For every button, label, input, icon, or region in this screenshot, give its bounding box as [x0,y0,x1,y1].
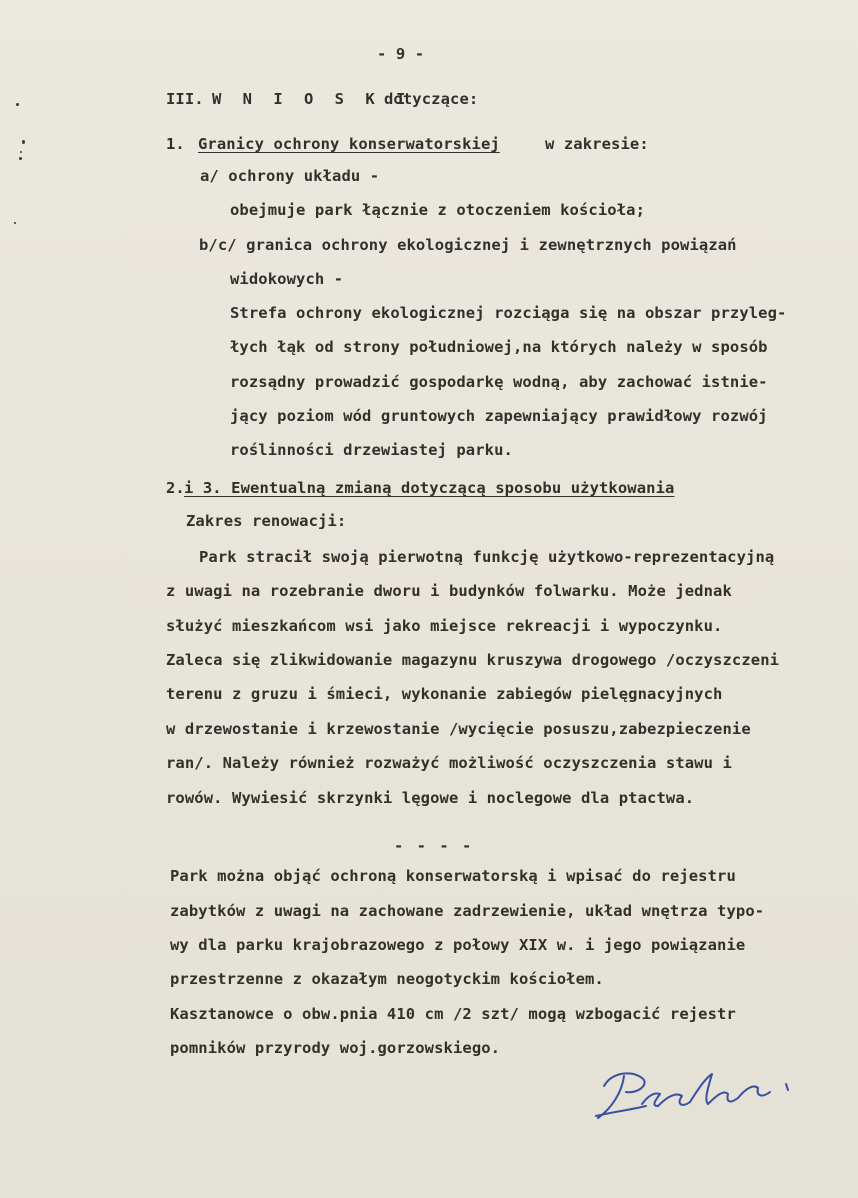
conclusion-line: Park można objąć ochroną konserwatorską i wpisać do rejestru [170,867,736,885]
item-1bc-body-line: rozsądny prowadzić gospodarkę wodną, aby zachować istnie- [230,373,768,391]
item-23-body-line: w drzewostanie i krzewostanie /wycięcie posuszu,zabezpieczenie [166,720,751,738]
item-23-number: 2. [166,479,185,497]
item-23-subheading: Zakres renowacji: [186,512,347,530]
binding-mark [19,157,22,160]
item-23-body-line: rowów. Wywiesić skrzynki lęgowe i noclegowe dla ptactwa. [166,789,695,807]
item-1bc-body-line: Strefa ochrony ekologicznej rozciąga się na obszar przyleg- [230,304,787,322]
conclusion-line: przestrzenne z okazałym neogotyckim kościołem. [170,970,604,988]
item-23-body-line: Zaleca się zlikwidowanie magazynu kruszywa drogowego /oczyszczeni [166,651,780,669]
binding-mark [16,103,19,106]
conclusion-line: zabytków z uwagi na zachowane zadrzewienie, układ wnętrza typo- [170,902,765,920]
item-23-body-line: terenu z gruzu i śmieci, wykonanie zabiegów pielęgnacyjnych [166,685,723,703]
conclusion-line: wy dla parku krajobrazowego z połowy XIX w. i jego powiązanie [170,936,746,954]
binding-mark [20,151,22,153]
item-1bc-body-line: łych łąk od strony południowej,na których należy w sposób [230,338,768,356]
handwritten-signature [590,1062,820,1132]
item-1bc-line1: b/c/ granica ochrony ekologicznej i zewnętrznych powiązań [199,236,737,254]
item-1-number: 1. [166,135,185,153]
item-1-heading-rest: w zakresie: [545,135,649,153]
section-numeral: III. [166,90,204,108]
item-1bc-body-line: jący poziom wód gruntowych zapewniający prawidłowy rozwój [230,407,768,425]
item-1bc-body-line: roślinności drzewiastej parku. [230,441,513,459]
section-title: W N I O S K I [212,90,412,108]
item-23-heading: i 3. Ewentualną zmianą dotyczącą sposobu użytkowania [184,479,675,497]
binding-mark [22,140,25,144]
item-23-body-line: ran/. Należy również rozważyć możliwość oczyszczenia stawu i [166,754,732,772]
section-suffix: dotyczące: [384,90,479,108]
page-number: - 9 - [377,45,425,63]
item-1bc-line2: widokowych - [230,270,344,288]
item-1-heading: Granicy ochrony konserwatorskiej [198,135,500,153]
item-1a-body: obejmuje park łącznie z otoczeniem kościoła; [230,201,645,219]
item-1a-label: a/ ochrony układu - [200,167,380,185]
item-23-body-line: Park stracił swoją pierwotną funkcję użytkowo-reprezentacyjną [199,548,775,566]
conclusion-line: Kasztanowce o obw.pnia 410 cm /2 szt/ mogą wzbogacić rejestr [170,1005,736,1023]
section-separator: - - - - [394,837,474,855]
item-23-body-line: z uwagi na rozebranie dworu i budynków folwarku. Może jednak [166,582,732,600]
conclusion-line: pomników przyrody woj.gorzowskiego. [170,1039,501,1057]
binding-mark [14,222,16,224]
item-23-body-line: służyć mieszkańcom wsi jako miejsce rekreacji i wypoczynku. [166,617,723,635]
